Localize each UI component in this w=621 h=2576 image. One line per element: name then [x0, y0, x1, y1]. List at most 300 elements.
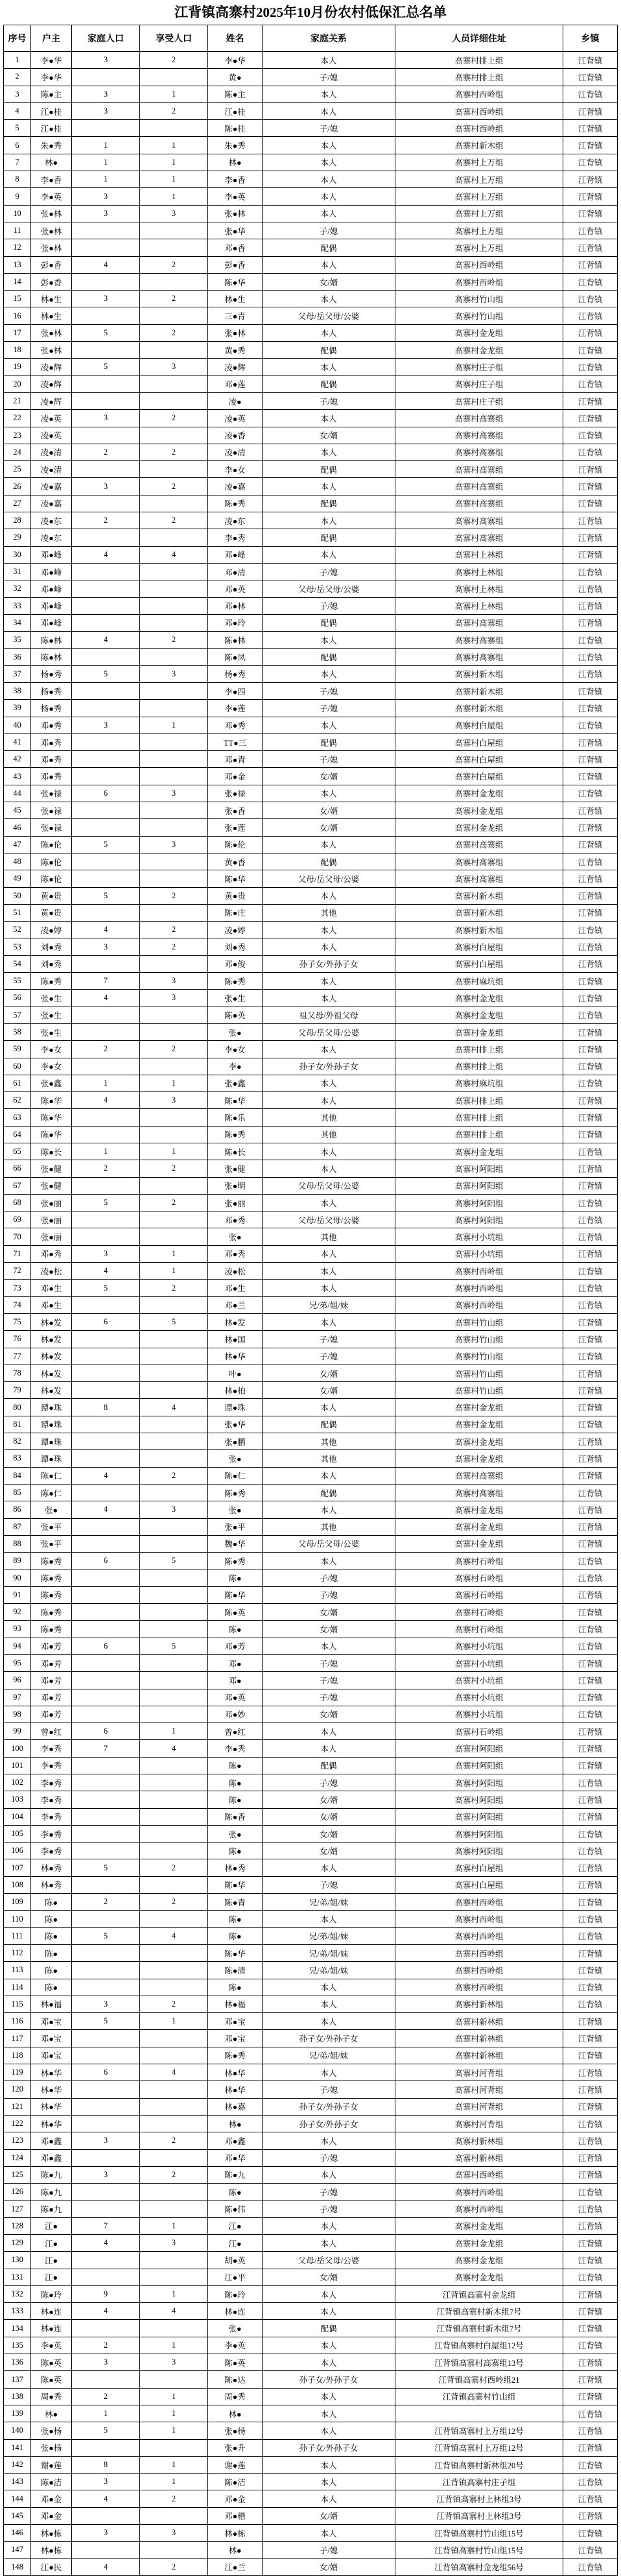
- cell-relationship: 配偶: [263, 342, 395, 359]
- cell-family-size: [72, 1586, 140, 1603]
- cell-index: 144: [4, 2490, 31, 2507]
- cell-address: 高寨村白屋组: [395, 733, 563, 750]
- cell-householder: 陈●九: [31, 2166, 72, 2183]
- cell-name: 张●林: [208, 205, 263, 222]
- cell-township: 江背镇: [563, 1723, 618, 1740]
- cell-index: 145: [4, 2507, 31, 2524]
- cell-address: 高寨村庄子组: [395, 359, 563, 376]
- cell-address: 高寨村上万组: [395, 188, 563, 205]
- cell-benefit-count: 3: [140, 2525, 208, 2542]
- cell-benefit-count: [140, 1654, 208, 1671]
- cell-householder: 刘●秀: [31, 955, 72, 972]
- cell-address: 高寨村新木组: [395, 700, 563, 717]
- cell-name: 张●: [208, 1825, 263, 1842]
- cell-benefit-count: [140, 802, 208, 819]
- table-body: [4, 52, 618, 2576]
- cell-township: 江背镇: [563, 1382, 618, 1399]
- cell-township: 江背镇: [563, 1245, 618, 1262]
- table-row: [4, 1774, 618, 1791]
- cell-name: 李●: [208, 1058, 263, 1075]
- cell-township: 江背镇: [563, 1296, 618, 1313]
- cell-index: 13: [4, 256, 31, 273]
- cell-address: 高寨村石岭组: [395, 1569, 563, 1586]
- cell-township: 江背镇: [563, 700, 618, 717]
- cell-relationship: 子/媳: [263, 1331, 395, 1348]
- cell-township: 江背镇: [563, 1927, 618, 1944]
- cell-relationship: 兄/弟/姐/妹: [263, 1962, 395, 1979]
- cell-township: 江背镇: [563, 819, 618, 836]
- cell-index: 131: [4, 2269, 31, 2285]
- cell-benefit-count: 2: [140, 444, 208, 460]
- cell-benefit-count: 2: [140, 1280, 208, 1296]
- cell-relationship: 其他: [263, 1433, 395, 1450]
- table-row: [4, 665, 618, 682]
- cell-name: 江●桂: [208, 102, 263, 119]
- cell-address: 高寨村金龙组: [395, 1416, 563, 1433]
- cell-index: 52: [4, 922, 31, 938]
- cell-index: 29: [4, 529, 31, 546]
- cell-township: 江背镇: [563, 2252, 618, 2269]
- cell-address: 高寨村竹山组: [395, 1313, 563, 1330]
- cell-benefit-count: [140, 955, 208, 972]
- cell-relationship: 本人: [263, 2354, 395, 2371]
- cell-householder: 陈●: [31, 1979, 72, 1996]
- cell-family-size: [72, 1876, 140, 1893]
- table-row: [4, 2388, 618, 2405]
- cell-relationship: 本人: [263, 2337, 395, 2354]
- cell-benefit-count: 3: [140, 2354, 208, 2371]
- table-row: [4, 1177, 618, 1194]
- cell-relationship: 本人: [263, 291, 395, 307]
- cell-address: 高寨村西岭组: [395, 2166, 563, 2183]
- cell-family-size: 3: [72, 478, 140, 495]
- cell-family-size: [72, 376, 140, 392]
- cell-name: 张●禄: [208, 785, 263, 802]
- cell-township: 江背镇: [563, 1638, 618, 1654]
- cell-township: 江背镇: [563, 1672, 618, 1689]
- table-row: [4, 2558, 618, 2575]
- cell-address: 高寨村阿阳组: [395, 1791, 563, 1808]
- header-name: 姓名: [208, 25, 263, 52]
- cell-address: 高寨村石岭组: [395, 1723, 563, 1740]
- cell-relationship: 本人: [263, 188, 395, 205]
- cell-index: 113: [4, 1962, 31, 1979]
- cell-householder: 李●秀: [31, 1757, 72, 1774]
- cell-householder: 凌●东: [31, 512, 72, 529]
- cell-benefit-count: [140, 1433, 208, 1450]
- cell-address: 高寨村高寨组: [395, 444, 563, 460]
- cell-relationship: 子/媳: [263, 597, 395, 614]
- cell-index: 71: [4, 1245, 31, 1262]
- cell-benefit-count: 2: [140, 922, 208, 938]
- table-row: [4, 2013, 618, 2030]
- cell-family-size: [72, 2098, 140, 2115]
- cell-address: 高寨村小坑组: [395, 1654, 563, 1671]
- cell-township: 江背镇: [563, 2371, 618, 2388]
- cell-name: 黄●贵: [208, 887, 263, 904]
- table-row: [4, 1263, 618, 1280]
- cell-householder: 林●发: [31, 1348, 72, 1365]
- cell-householder: 邓●鑫: [31, 2149, 72, 2166]
- cell-address: 高寨村金龙组: [395, 2217, 563, 2234]
- cell-township: 江背镇: [563, 478, 618, 495]
- cell-benefit-count: 2: [140, 1996, 208, 2012]
- cell-township: 江背镇: [563, 86, 618, 102]
- cell-name: 张●华: [208, 1416, 263, 1433]
- table-row: [4, 222, 618, 239]
- cell-benefit-count: [140, 1672, 208, 1689]
- relief-list-table: [3, 25, 618, 2576]
- cell-relationship: 本人: [263, 1399, 395, 1416]
- cell-benefit-count: 2: [140, 2490, 208, 2507]
- table-row: [4, 1467, 618, 1484]
- cell-township: 江背镇: [563, 376, 618, 392]
- cell-name: 陈●秀: [208, 1484, 263, 1501]
- cell-family-size: 3: [72, 2354, 140, 2371]
- cell-name: 林●连: [208, 2303, 263, 2320]
- table-row: [4, 1791, 618, 1808]
- cell-index: 17: [4, 324, 31, 341]
- cell-township: 江背镇: [563, 1569, 618, 1586]
- cell-address: 高寨村西岭组: [395, 1979, 563, 1996]
- cell-index: 133: [4, 2303, 31, 2320]
- table-row: [4, 1911, 618, 1927]
- cell-householder: 林●生: [31, 307, 72, 324]
- cell-relationship: 本人: [263, 2132, 395, 2149]
- cell-relationship: 本人: [263, 1553, 395, 1569]
- cell-relationship: 子/媳: [263, 2081, 395, 2098]
- cell-index: 66: [4, 1160, 31, 1177]
- cell-address: 高寨村西岭组: [395, 1944, 563, 1961]
- cell-family-size: [72, 1211, 140, 1228]
- cell-family-size: [72, 1007, 140, 1023]
- cell-name: 李●英: [208, 2337, 263, 2354]
- cell-index: 67: [4, 1177, 31, 1194]
- table-row: [4, 120, 618, 137]
- cell-family-size: [72, 222, 140, 239]
- cell-benefit-count: [140, 392, 208, 409]
- cell-index: 122: [4, 2115, 31, 2132]
- cell-index: 114: [4, 1979, 31, 1996]
- cell-family-size: [72, 870, 140, 887]
- cell-relationship: 子/媳: [263, 682, 395, 699]
- cell-name: 魏●华: [208, 1535, 263, 1552]
- cell-householder: 张●林: [31, 239, 72, 256]
- cell-name: 陈●: [208, 1927, 263, 1944]
- cell-family-size: 5: [72, 1859, 140, 1876]
- cell-benefit-count: [140, 2507, 208, 2524]
- cell-family-size: 7: [72, 973, 140, 990]
- cell-family-size: 3: [72, 52, 140, 69]
- cell-relationship: 本人: [263, 410, 395, 427]
- cell-relationship: 本人: [263, 1740, 395, 1757]
- cell-index: 101: [4, 1757, 31, 1774]
- cell-address: 高寨村竹山组: [395, 1365, 563, 1381]
- cell-householder: 林●: [31, 2405, 72, 2422]
- table-row: [4, 717, 618, 733]
- cell-householder: 李●香: [31, 171, 72, 188]
- cell-township: 江背镇: [563, 2149, 618, 2166]
- cell-relationship: 子/媳: [263, 222, 395, 239]
- cell-householder: 林●华: [31, 2081, 72, 2098]
- cell-address: 高寨村石岭组: [395, 1621, 563, 1638]
- cell-township: 江背镇: [563, 1348, 618, 1365]
- cell-householder: 张●杨: [31, 2439, 72, 2456]
- cell-address: [395, 2405, 563, 2422]
- cell-benefit-count: [140, 597, 208, 614]
- cell-address: 高寨村上万组: [395, 239, 563, 256]
- cell-address: 高寨村新木组: [395, 137, 563, 154]
- cell-township: 江背镇: [563, 1979, 618, 1996]
- cell-address: 高寨村金龙组: [395, 1535, 563, 1552]
- cell-address: 江背镇高寨村白屋组12号: [395, 2337, 563, 2354]
- cell-relationship: 父母/岳父母/公婆: [263, 580, 395, 597]
- table-row: [4, 1689, 618, 1706]
- cell-index: 89: [4, 1553, 31, 1569]
- cell-name: 凌●辉: [208, 359, 263, 376]
- table-row: [4, 904, 618, 921]
- cell-address: 高寨村上林组: [395, 546, 563, 563]
- cell-family-size: [72, 1348, 140, 1365]
- cell-name: 邓●宝: [208, 2013, 263, 2030]
- cell-relationship: 本人: [263, 2064, 395, 2081]
- cell-householder: 张●鑫: [31, 1075, 72, 1091]
- cell-name: 陈●庄: [208, 904, 263, 921]
- cell-index: 70: [4, 1228, 31, 1245]
- cell-benefit-count: [140, 376, 208, 392]
- cell-benefit-count: 2: [140, 1859, 208, 1876]
- cell-address: 高寨村排上组: [395, 1058, 563, 1075]
- cell-relationship: 孙子女/外孙子女: [263, 2371, 395, 2388]
- cell-index: 22: [4, 410, 31, 427]
- cell-householder: 谭●珠: [31, 1416, 72, 1433]
- cell-index: 51: [4, 904, 31, 921]
- cell-benefit-count: [140, 2269, 208, 2285]
- cell-township: 江背镇: [563, 1058, 618, 1075]
- table-row: [4, 2405, 618, 2422]
- table-row: [4, 2354, 618, 2371]
- cell-name: 张●: [208, 1450, 263, 1467]
- cell-householder: 林●秀: [31, 1859, 72, 1876]
- cell-name: 林●: [208, 2115, 263, 2132]
- cell-householder: 邓●秀: [31, 717, 72, 733]
- cell-index: 77: [4, 1348, 31, 1365]
- page-title: 江背镇高寨村2025年10月份农村低保汇总名单: [174, 5, 447, 20]
- cell-relationship: 子/媳: [263, 120, 395, 137]
- cell-township: 江背镇: [563, 273, 618, 290]
- cell-address: 高寨村上万组: [395, 154, 563, 171]
- cell-family-size: 3: [72, 205, 140, 222]
- cell-index: 53: [4, 938, 31, 955]
- cell-name: 江●: [208, 2217, 263, 2234]
- table-row: [4, 392, 618, 409]
- cell-family-size: [72, 1689, 140, 1706]
- table-row: [4, 2200, 618, 2217]
- cell-township: 江背镇: [563, 461, 618, 478]
- cell-family-size: [72, 1433, 140, 1450]
- table-row: [4, 188, 618, 205]
- cell-township: 江背镇: [563, 1365, 618, 1381]
- cell-benefit-count: 3: [140, 205, 208, 222]
- cell-index: 118: [4, 2047, 31, 2064]
- cell-address: 高寨村西岭组: [395, 273, 563, 290]
- cell-township: 江背镇: [563, 717, 618, 733]
- cell-family-size: 4: [72, 632, 140, 649]
- cell-benefit-count: [140, 2371, 208, 2388]
- cell-relationship: 本人: [263, 2235, 395, 2252]
- cell-index: 14: [4, 273, 31, 290]
- cell-relationship: 子/媳: [263, 1348, 395, 1365]
- cell-township: 江背镇: [563, 2184, 618, 2200]
- cell-family-size: 5: [72, 836, 140, 853]
- cell-householder: 邓●芳: [31, 1654, 72, 1671]
- table-row: [4, 836, 618, 853]
- cell-name: 邓●秀: [208, 1211, 263, 1228]
- cell-benefit-count: [140, 2252, 208, 2269]
- cell-address: 高寨村新林组: [395, 2047, 563, 2064]
- table-row: [4, 1723, 618, 1740]
- table-row: [4, 733, 618, 750]
- cell-index: 61: [4, 1075, 31, 1091]
- cell-householder: 江●: [31, 2252, 72, 2269]
- cell-family-size: [72, 2200, 140, 2217]
- cell-householder: 陈●主: [31, 86, 72, 102]
- cell-family-size: 8: [72, 1399, 140, 1416]
- cell-township: 江背镇: [563, 1092, 618, 1109]
- cell-address: 高寨村竹山组: [395, 1382, 563, 1399]
- cell-name: 叶●: [208, 1365, 263, 1381]
- cell-benefit-count: [140, 1569, 208, 1586]
- table-row: [4, 614, 618, 631]
- cell-address: 高寨村高寨组: [395, 427, 563, 444]
- cell-family-size: [72, 1706, 140, 1723]
- cell-address: 高寨村小坑组: [395, 1689, 563, 1706]
- cell-address: 高寨村排上组: [395, 69, 563, 86]
- cell-index: 31: [4, 563, 31, 580]
- table-row: [4, 1808, 618, 1825]
- cell-relationship: 本人: [263, 512, 395, 529]
- cell-benefit-count: [140, 2542, 208, 2558]
- cell-index: 54: [4, 955, 31, 972]
- cell-householder: 邓●金: [31, 2507, 72, 2524]
- cell-address: 高寨村高寨组: [395, 512, 563, 529]
- cell-index: 27: [4, 495, 31, 512]
- cell-family-size: [72, 1365, 140, 1381]
- cell-relationship: 孙子女/外孙子女: [263, 955, 395, 972]
- cell-name: 张●莲: [208, 819, 263, 836]
- cell-relationship: 本人: [263, 973, 395, 990]
- cell-family-size: 4: [72, 256, 140, 273]
- cell-relationship: 其他: [263, 1126, 395, 1143]
- cell-name: 邓●英: [208, 1689, 263, 1706]
- cell-householder: 谭●珠: [31, 1450, 72, 1467]
- cell-householder: 邓●峰: [31, 546, 72, 563]
- cell-householder: 陈●华: [31, 1109, 72, 1126]
- cell-township: 江背镇: [563, 2200, 618, 2217]
- cell-index: 91: [4, 1586, 31, 1603]
- cell-benefit-count: 1: [140, 171, 208, 188]
- cell-benefit-count: [140, 870, 208, 887]
- cell-index: 148: [4, 2558, 31, 2575]
- cell-name: 陈●华: [208, 1586, 263, 1603]
- cell-benefit-count: 1: [140, 2285, 208, 2302]
- table-row: [4, 1092, 618, 1109]
- cell-index: 106: [4, 1843, 31, 1859]
- cell-relationship: 本人: [263, 546, 395, 563]
- cell-family-size: [72, 273, 140, 290]
- cell-name: 杨●秀: [208, 665, 263, 682]
- cell-name: 林●华: [208, 2064, 263, 2081]
- table-row: [4, 478, 618, 495]
- table-row: [4, 649, 618, 665]
- cell-address: 江背镇高寨村上万组12号: [395, 2439, 563, 2456]
- cell-benefit-count: 3: [140, 785, 208, 802]
- cell-name: 张●丽: [208, 1194, 263, 1211]
- cell-name: 凌●香: [208, 427, 263, 444]
- cell-householder: 邓●芳: [31, 1672, 72, 1689]
- cell-benefit-count: [140, 1621, 208, 1638]
- cell-township: 江背镇: [563, 1859, 618, 1876]
- cell-index: 21: [4, 392, 31, 409]
- cell-family-size: [72, 1654, 140, 1671]
- table-row: [4, 768, 618, 785]
- cell-address: 高寨村西岭组: [395, 1296, 563, 1313]
- cell-family-size: 4: [72, 990, 140, 1007]
- cell-index: 129: [4, 2235, 31, 2252]
- cell-name: 张●鑫: [208, 1075, 263, 1091]
- cell-name: 林●: [208, 2405, 263, 2422]
- cell-benefit-count: 1: [140, 2474, 208, 2490]
- cell-index: 37: [4, 665, 31, 682]
- cell-address: 高寨村金龙组: [395, 1450, 563, 1467]
- cell-householder: 邓●秀: [31, 733, 72, 750]
- cell-township: 江背镇: [563, 2098, 618, 2115]
- cell-householder: 陈●秀: [31, 1569, 72, 1586]
- cell-index: 82: [4, 1433, 31, 1450]
- table-row: [4, 700, 618, 717]
- cell-address: 高寨村西岭组: [395, 1911, 563, 1927]
- cell-address: 高寨村排上组: [395, 1041, 563, 1058]
- cell-township: 江背镇: [563, 102, 618, 119]
- cell-benefit-count: [140, 2047, 208, 2064]
- table-row: [4, 546, 618, 563]
- cell-index: 146: [4, 2525, 31, 2542]
- cell-name: 李●秀: [208, 529, 263, 546]
- cell-index: 79: [4, 1382, 31, 1399]
- cell-township: 江背镇: [563, 2525, 618, 2542]
- cell-address: 高寨村上林组: [395, 597, 563, 614]
- header-relationship: 家庭关系: [263, 25, 395, 52]
- header-address: 人员详细住址: [395, 25, 563, 52]
- table-row: [4, 1859, 618, 1876]
- cell-address: 高寨村小坑组: [395, 1228, 563, 1245]
- cell-family-size: [72, 120, 140, 137]
- cell-index: 124: [4, 2149, 31, 2166]
- cell-relationship: 兄/弟/姐/妹: [263, 1296, 395, 1313]
- cell-benefit-count: 3: [140, 1501, 208, 1518]
- cell-township: 江背镇: [563, 256, 618, 273]
- cell-township: 江背镇: [563, 922, 618, 938]
- cell-name: 张●生: [208, 990, 263, 1007]
- cell-relationship: 配偶: [263, 461, 395, 478]
- cell-index: 10: [4, 205, 31, 222]
- cell-address: 高寨村高寨组: [395, 1484, 563, 1501]
- cell-benefit-count: [140, 733, 208, 750]
- cell-benefit-count: [140, 1126, 208, 1143]
- cell-householder: 李●秀: [31, 1843, 72, 1859]
- table-row: [4, 1126, 618, 1143]
- cell-address: 高寨村新木组: [395, 887, 563, 904]
